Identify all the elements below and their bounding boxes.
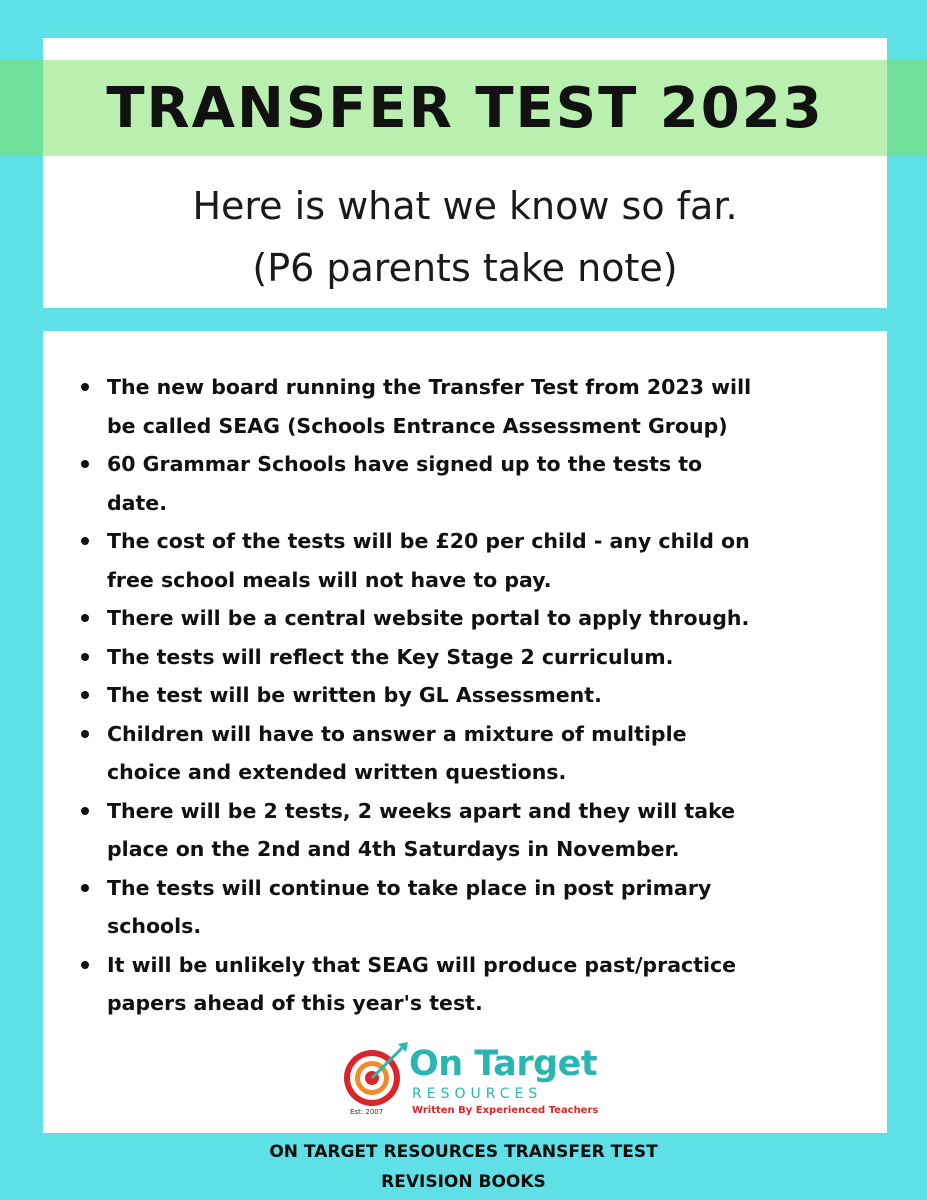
bullet-item [78, 869, 868, 946]
footer-line-2: REVISION BOOKS [381, 1172, 546, 1192]
bullet-line: The tests will continue to take place in post primary [107, 875, 712, 900]
bullet-line: be called SEAG (Schools Entrance Assessment Group) [107, 413, 728, 438]
bullet-item [78, 522, 868, 599]
logo-established: Est: 2007 [350, 1108, 384, 1116]
logo-name: On Target [409, 1044, 598, 1084]
bullet-dot-icon [81, 460, 89, 468]
bullet-line: choice and extended written questions. [107, 760, 567, 784]
bullet-line: 60 Grammar Schools have signed up to the tests to [107, 452, 703, 476]
bullet-dot-icon [81, 653, 89, 661]
bullet-item [78, 368, 868, 445]
bullet-item [78, 638, 868, 677]
bullet-line: The test will be written by GL Assessment. [107, 683, 602, 707]
subtitle-line-1: Here is what we know so far. [192, 184, 738, 228]
subtitle-line-2: (P6 parents take note) [252, 246, 678, 290]
bullet-line: The new board running the Transfer Test from 2023 will [107, 375, 752, 399]
bullet-line: There will be a central website portal to apply through. [107, 606, 750, 630]
bullet-line: papers ahead of this year's test. [107, 991, 483, 1015]
bullet-line: The cost of the tests will be £20 per child - any child on [107, 529, 750, 553]
bullet-line: place on the 2nd and 4th Saturdays in November. [107, 837, 680, 861]
bullet-dot-icon [81, 730, 89, 738]
page-title: TRANSFER TEST 2023 [106, 75, 824, 141]
bullet-item [78, 445, 868, 522]
bullet-line: schools. [107, 914, 202, 938]
bullet-item [78, 599, 868, 638]
bullet-item [78, 676, 868, 715]
on-target-logo [340, 1038, 610, 1122]
bullet-item [78, 715, 868, 792]
bullet-item [78, 792, 868, 869]
bullet-dot-icon [81, 961, 89, 969]
footer-line-1: ON TARGET RESOURCES TRANSFER TEST [269, 1142, 658, 1162]
target-arrow-icon [340, 1040, 412, 1110]
logo-tagline: Written By Experienced Teachers [412, 1105, 599, 1116]
bullet-line: It will be unlikely that SEAG will produce past/practice [107, 952, 737, 977]
bullet-line: free school meals will not have to pay. [107, 567, 552, 592]
title-strip [43, 60, 887, 156]
bullet-dot-icon [81, 537, 89, 545]
bullet-line: There will be 2 tests, 2 weeks apart and they will take [107, 798, 736, 823]
bullet-line: The tests will reflect the Key Stage 2 curriculum. [107, 644, 674, 669]
bullet-line: Children will have to answer a mixture of multiple [107, 721, 687, 746]
bullet-dot-icon [81, 807, 89, 815]
bullet-dot-icon [81, 884, 89, 892]
bullet-dot-icon [81, 614, 89, 622]
info-bullet-list [78, 368, 868, 1023]
bullet-item [78, 946, 868, 1023]
bullet-dot-icon [81, 383, 89, 391]
bullet-dot-icon [81, 691, 89, 699]
logo-subtitle: RESOURCES [412, 1086, 543, 1102]
bullet-line: date. [107, 490, 167, 515]
